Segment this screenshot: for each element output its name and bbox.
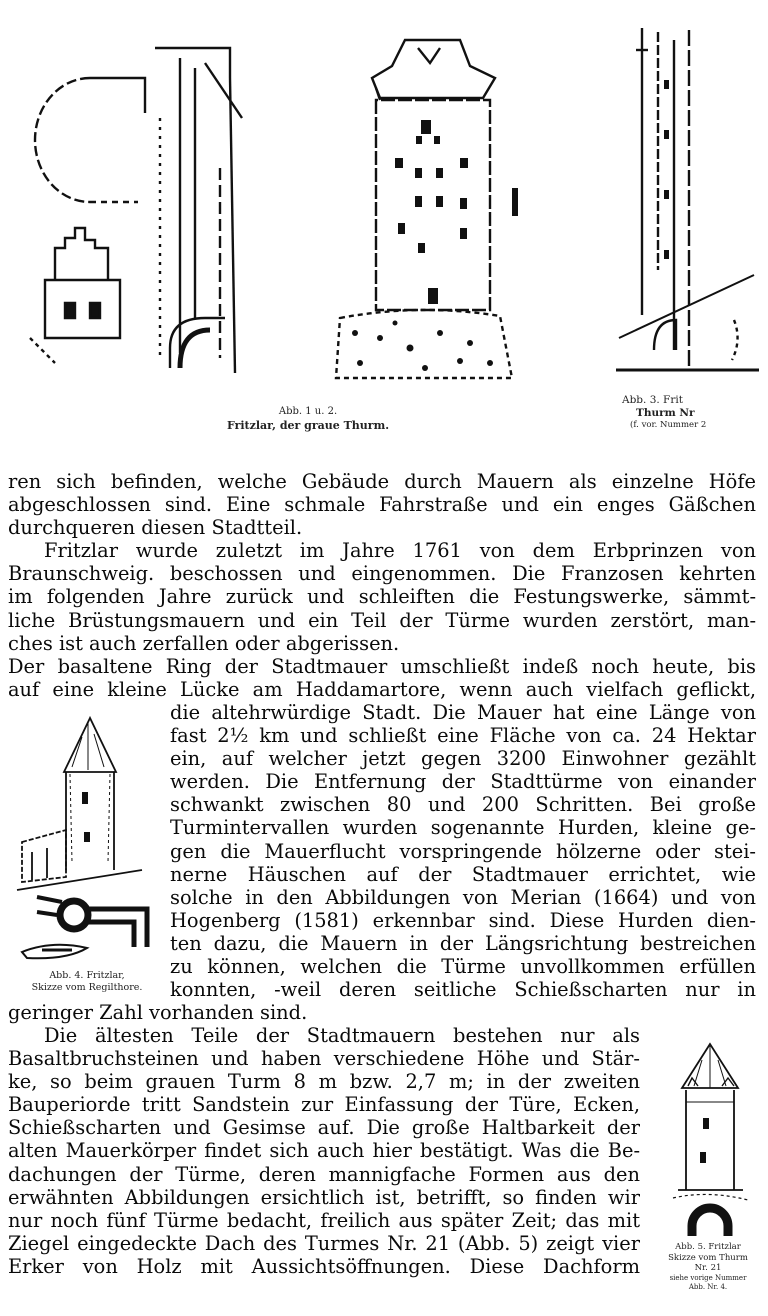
text-line: ten dazu, die Mauern in der Längsrichtung bestreichen [170, 931, 756, 955]
text-line: Erker von Holz mit Aussichtsöffnungen. Diese Dachform [8, 1254, 640, 1278]
text-line: Hogenberg (1581) erkennbar sind. Diese Hurden dien- [170, 908, 756, 932]
body-text-wrapped [170, 701, 756, 1001]
body-text [8, 470, 756, 701]
text-line: konnten, ‑weil deren seitliche Schießscharten nur in [170, 978, 756, 1002]
text-line: Bauperiorde tritt Sandstein zur Einfassung der Türe, Ecken, [8, 1093, 640, 1117]
text-line: Fritzlar wurde zuletzt im Jahre 1761 von dem Erbprinzen von [44, 539, 756, 563]
figure-1-2-caption [188, 406, 428, 432]
figure-5 [648, 1040, 768, 1316]
text-line: nur noch fünf Türme bedacht, freilich aus später Zeit; das mit [8, 1208, 640, 1232]
figure-3 [614, 20, 764, 445]
body-text-3 [8, 1024, 640, 1278]
caption-line-2: Skizze vom Thurm [668, 1252, 748, 1263]
text-line: werden. Die Entfernung der Stadttürme von einander [170, 770, 756, 794]
text-line: abgeschlossen sind. Eine schmale Fahrstraße und ein enges Gäßchen [8, 493, 756, 517]
caption-line-1: Abb. 5. Fritzlar [675, 1242, 741, 1252]
text-line: Ziegel eingedeckte Dach des Turmes Nr. 21 (Abb. 5) zeigt vier [8, 1231, 640, 1255]
text-line: Schießscharten und Gesimse auf. Die große Haltbarkeit der [8, 1116, 640, 1140]
caption-line-3: (f. vor. Nummer 2 [630, 420, 707, 431]
figure-4-caption [12, 970, 162, 994]
text-line: Braunschweig. beschossen und eingenommen. Die Franzosen kehrten [8, 562, 756, 586]
caption-line-2: Skizze vom Regilthore. [31, 981, 143, 993]
text-line: Turmintervallen wurden sogenannte Hurden, kleine ge- [170, 816, 756, 840]
body-text-2 [8, 1001, 756, 1024]
caption-line-1: Abb. 3. Frit [622, 394, 683, 406]
text-line: dachungen der Türme, deren mannigfache Formen aus den [8, 1162, 640, 1186]
figure-3-caption [618, 394, 764, 431]
text-line: fast 2½ km und schließt eine Fläche von ca. 24 Hektar [170, 724, 756, 748]
text-line: erwähnten Abbildungen ersichtlich ist, betrifft, so finden wir [8, 1185, 640, 1209]
text-line: alten Mauerkörper findet sich auch hier bestätigt. Was die Be- [8, 1139, 640, 1163]
text-line: ches ist auch zerfallen oder abgerissen. [8, 631, 400, 655]
grey-tower-drawing [20, 18, 610, 418]
figure-1-2 [20, 18, 610, 432]
caption-line-5: Abb. Nr. 4. [688, 1282, 728, 1291]
figure-5-caption [648, 1242, 768, 1291]
caption-line-1: Abb. 1 u. 2. [278, 406, 338, 417]
text-line: ren sich befinden, welche Gebäude durch Mauern als einzelne Höfe [8, 470, 756, 493]
text-line: Die ältesten Teile der Stadtmauern bestehen nur als [44, 1024, 640, 1047]
text-line: geringer Zahl vorhanden sind. [8, 1001, 308, 1024]
text-line: auf eine kleine Lücke am Haddamartore, wenn auch vielfach geflickt, [8, 677, 756, 701]
caption-line-1: Abb. 4. Fritzlar, [49, 970, 125, 981]
text-line: solche in den Abbildungen von Merian (1664) und von [170, 885, 756, 909]
text-line: Der basaltene Ring der Stadtmauer umschließt indeß noch heute, bis [8, 654, 756, 678]
text-line: nerne Häuschen auf der Stadtmauer errichtet, wie [170, 862, 756, 886]
text-line: liche Brüstungsmauern und ein Teil der Türme wurden zerstört, man- [8, 608, 756, 632]
caption-line-4: siehe vorige Nummer [669, 1273, 747, 1282]
caption-line-2: Fritzlar, der graue Thurm. [226, 418, 390, 432]
text-line: gen die Mauerflucht vorspringende hölzerne oder stei- [170, 839, 756, 863]
tall-tower-drawing [614, 20, 764, 380]
text-line: zu können, welchen die Türme unvollkommen erfüllen [170, 955, 756, 979]
regilthor-tower-sketch [12, 712, 162, 962]
text-line: Basaltbruchsteinen und haben verschiedene Höhe und Stär- [8, 1047, 640, 1071]
text-line: ke, so beim grauen Turm 8 m bzw. 2,7 m; in der zweiten [8, 1070, 640, 1094]
text-line: durchqueren diesen Stadtteil. [8, 516, 303, 540]
figure-4 [12, 712, 162, 1004]
text-line: ein, auf welcher jetzt gegen 3200 Einwohner gezählt [170, 747, 756, 771]
tower-21-sketch [648, 1040, 768, 1240]
text-line: die altehrwürdige Stadt. Die Mauer hat eine Länge von [170, 701, 756, 724]
caption-line-3: Nr. 21 [694, 1263, 722, 1274]
text-line: schwankt zwischen 80 und 200 Schritten. Bei große [170, 793, 756, 817]
caption-line-2: Thurm Nr [636, 407, 695, 420]
text-line: im folgenden Jahre zurück und schleiften die Festungswerke, sämmt- [8, 585, 756, 609]
